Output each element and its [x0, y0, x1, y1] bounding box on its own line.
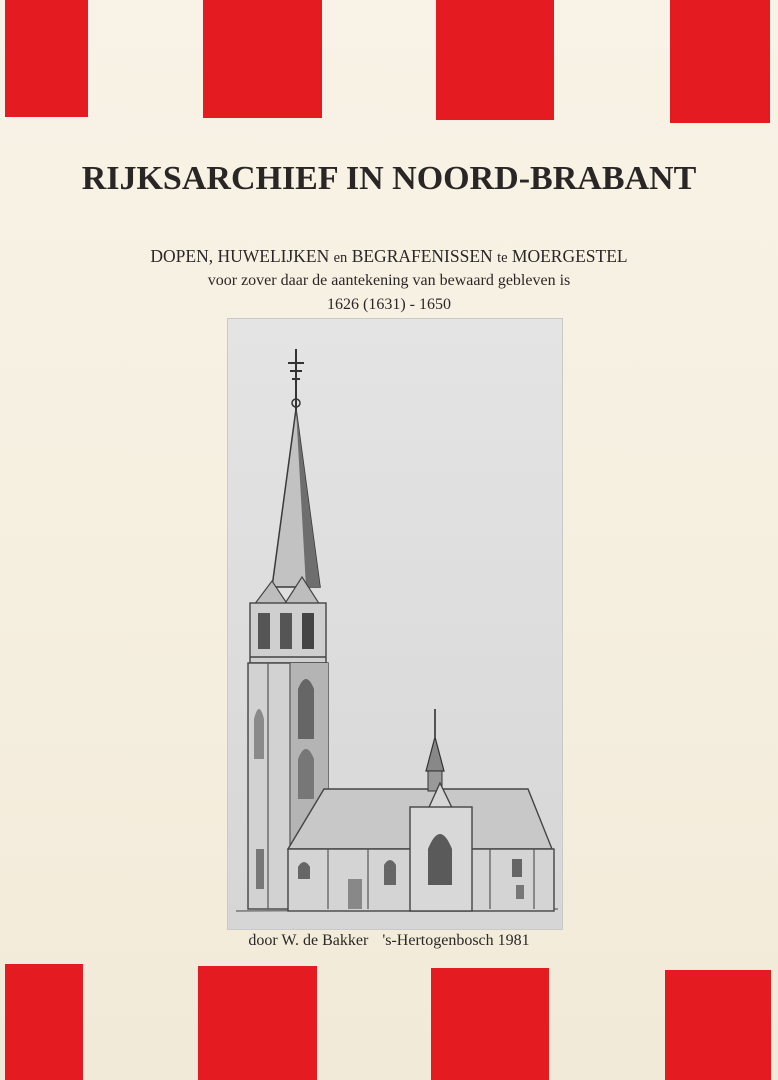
red-block-top-3 [436, 0, 554, 120]
belfry-window-1 [258, 613, 270, 649]
cover-caption [0, 932, 778, 950]
subtitle-part-4: te [497, 250, 508, 266]
tower-window-2 [298, 679, 314, 739]
subtitle-line-2: voor zover daar de aantekening van bewaard gebleven is [207, 272, 571, 289]
red-block-bottom-4 [665, 970, 771, 1080]
red-block-bottom-1 [5, 964, 83, 1080]
subtitle-part-5: MOERGESTEL [511, 246, 628, 266]
tower-door [256, 849, 264, 889]
tower-window-1 [254, 709, 264, 759]
tower-window-3 [298, 749, 314, 799]
red-block-top-2 [203, 0, 322, 118]
transept-window [428, 834, 452, 885]
subtitle-part-2: en [333, 250, 348, 266]
cover-title: RIJKSARCHIEF IN NOORD-BRABANT [81, 160, 697, 197]
belfry-window-3 [302, 613, 314, 649]
red-block-top-4 [670, 0, 770, 123]
subtitle-line-1 [0, 246, 778, 267]
church-illustration [227, 318, 563, 930]
turret-spire [426, 737, 444, 771]
nave-porch [348, 879, 362, 909]
subtitle-line-3: 1626 (1631) - 1650 [327, 296, 451, 313]
red-block-bottom-3 [431, 968, 549, 1080]
red-block-top-1 [5, 0, 88, 117]
nave-window-2 [384, 860, 396, 885]
caption-author: door W. de Bakker [248, 932, 369, 949]
choir-window-1 [512, 859, 522, 877]
subtitle-part-1: DOPEN, HUWELIJKEN [150, 246, 330, 266]
caption-place-year: 's-Hertogenbosch 1981 [382, 932, 530, 949]
red-block-bottom-2 [198, 966, 317, 1080]
church-drawing [228, 319, 562, 929]
nave-window-1 [298, 862, 310, 879]
subtitle-part-3: BEGRAFENISSEN [351, 246, 493, 266]
belfry-window-2 [280, 613, 292, 649]
choir-window-2 [516, 885, 524, 899]
